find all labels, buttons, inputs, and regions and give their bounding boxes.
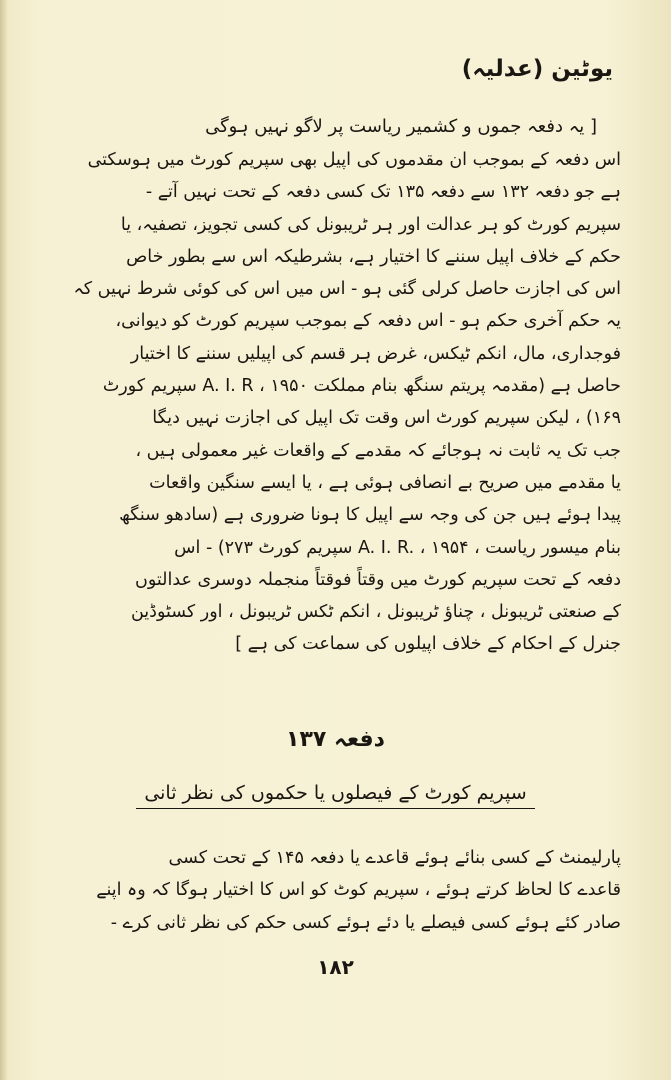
section-number: دفعہ ۱۳۷ <box>286 727 385 752</box>
section-body <box>44 842 621 939</box>
paragraph-line: جنرل کے احکام کے خلاف اپیلوں کی سماعت کی ہے ] <box>235 634 621 655</box>
running-head: یوٹین (عدلیہ) <box>461 56 613 82</box>
paragraph-line: یہ حکم آخری حکم ہو - اس دفعہ کے بموجب سپریم کورٹ کو دیوانی، <box>115 311 621 332</box>
paragraph-line: ۱۶۹) ، لیکن سپریم کورٹ اس وقت تک اپیل کی اجازت نہیں دیگا <box>152 408 621 429</box>
section-body-line: پارلیمنٹ کے کسی بنائے ہوئے قاعدے یا دفعہ ۱۴۵ کے تحت کسی <box>168 848 621 868</box>
paragraph-line: فوجداری، مال، انکم ٹیکس، غرض ہر قسم کی اپیلیں سننے کا اختیار <box>130 343 621 364</box>
paragraph-line: پیدا ہوئے ہیں جن کی وجہ سے اپیل کا ہونا ضروری ہے (سادھو سنگھ <box>119 505 621 526</box>
paragraph-line: سپریم کورٹ کو ہر عدالت اور ہر ٹریبونل کی کسی تجویز، تصفیہ، یا <box>120 214 621 235</box>
section-body-line: قاعدے کا لحاظ کرتے ہوئے ، سپریم کوٹ کو اس کا اختیار ہوگا کہ وہ اپنے <box>96 880 621 901</box>
paragraph-line: یا مقدمے میں صریح بے انصافی ہوئی ہے ، یا ایسے سنگین واقعات <box>149 472 621 493</box>
note-first-line: [ یہ دفعہ جموں و کشمیر ریاست پر لاگو نہیں ہوگی <box>205 116 597 137</box>
paragraph-line: حکم کے خلاف اپیل سننے کا اختیار ہے، بشرطیکہ اس سے بطور خاص <box>126 246 621 267</box>
section-title-wrap <box>0 782 671 804</box>
paragraph-line: دفعہ کے تحت سپریم کورٹ میں وقتاً فوقتاً منجملہ دوسری عدالتوں <box>135 569 621 590</box>
paragraph-line: جب تک یہ ثابت نہ ہوجائے کہ مقدمے کے واقعات غیر معمولی ہیں ، <box>135 440 621 461</box>
page-spine-shadow <box>0 0 8 1080</box>
paragraph-line: کے صنعتی ٹریبونل ، چناؤ ٹریبونل ، انکم ٹکس ٹریبونل ، اور کسٹوڈین <box>130 602 621 623</box>
paragraph-line: اس کی اجازت حاصل کرلی گئی ہو - اس میں اس کی کوئی شرط نہیں کہ <box>73 279 621 300</box>
paragraph-line: بنام میسور ریاست ، A. I. R. ، ۱۹۵۴ سپریم کورٹ ۲۷۳) - اس <box>174 537 621 558</box>
paragraph-body <box>44 144 621 661</box>
page-number: ۱۸۲ <box>317 955 354 979</box>
paragraph-line: اس دفعہ کے بموجب ان مقدموں کی اپیل بھی سپریم کورٹ میں ہوسکتی <box>87 150 621 170</box>
paragraph-line: حاصل ہے (مقدمہ پریتم سنگھ بنام مملکت A. I. R ، ۱۹۵۰ سپریم کورٹ <box>102 376 621 397</box>
section-title: سپریم کورٹ کے فیصلوں یا حکموں کی نظر ثانی <box>136 782 534 809</box>
section-body-line: صادر کئے ہوئے کسی فیصلے یا دئے ہوئے کسی حکم کی نظر ثانی کرے - <box>110 912 621 933</box>
paragraph-line: ہے جو دفعہ ۱۳۲ سے دفعہ ۱۳۵ تک کسی دفعہ کے تحت نہیں آتے - <box>145 182 621 203</box>
